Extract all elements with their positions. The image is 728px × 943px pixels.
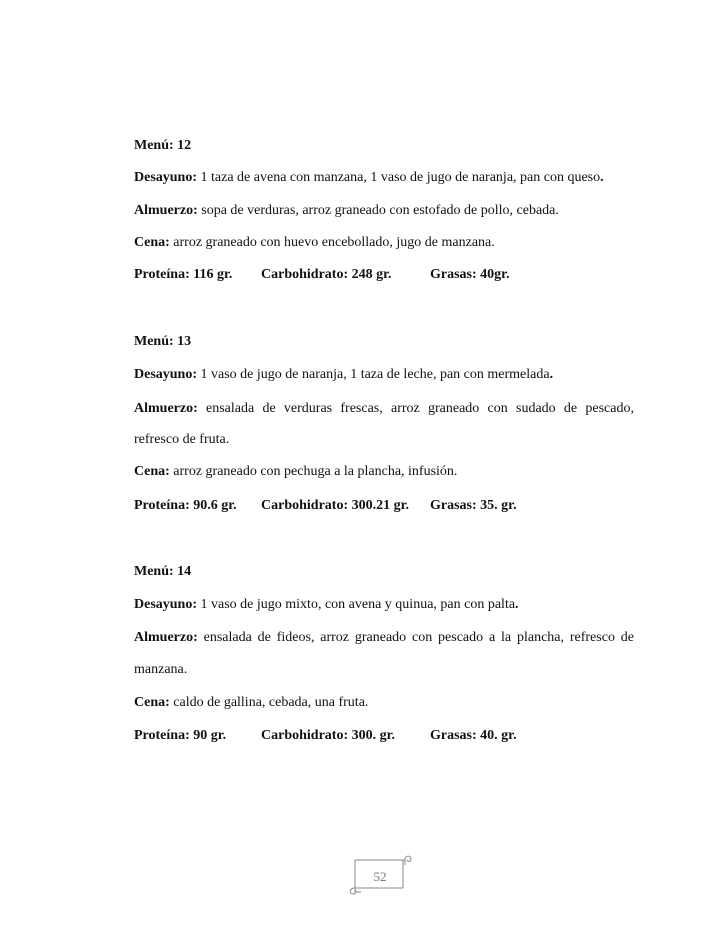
cena-label: Cena: bbox=[134, 464, 170, 479]
period: . bbox=[549, 367, 554, 382]
desayuno-text: 1 vaso de jugo de naranja, 1 taza de leche, pan con mermelada bbox=[197, 367, 550, 382]
grasas-value: Grasas: 40. gr. bbox=[430, 728, 517, 743]
menu-14-title: Menú: 14 bbox=[134, 564, 192, 579]
menu-12-desayuno bbox=[134, 169, 634, 187]
menu-14-almuerzo bbox=[134, 629, 634, 647]
menu-14-cena bbox=[134, 694, 634, 712]
cena-label: Cena: bbox=[134, 235, 170, 250]
carbohidrato-value: Carbohidrato: 300. gr. bbox=[261, 728, 396, 743]
desayuno-text: 1 taza de avena con manzana, 1 vaso de jugo de naranja, pan con queso bbox=[197, 170, 601, 185]
proteina-value: Proteína: 116 gr. bbox=[134, 267, 233, 282]
page-number-scroll bbox=[345, 852, 415, 896]
proteina-value: Proteína: 90 gr. bbox=[134, 728, 227, 743]
cena-text: arroz graneado con pechuga a la plancha, infusión. bbox=[169, 464, 458, 479]
grasas-value: Grasas: 40gr. bbox=[430, 267, 510, 282]
desayuno-label: Desayuno: bbox=[134, 597, 198, 612]
cena-label: Cena: bbox=[134, 695, 170, 710]
menu-13-almuerzo-cont: refresco de fruta. bbox=[134, 432, 230, 447]
menu-12-title: Menú: 12 bbox=[134, 138, 192, 153]
period: . bbox=[515, 597, 519, 612]
almuerzo-label: Almuerzo: bbox=[134, 401, 198, 416]
proteina-value: Proteína: 90.6 gr. bbox=[134, 498, 237, 513]
period: . bbox=[600, 170, 604, 185]
page-number: 52 bbox=[373, 869, 387, 884]
menu-13-cena bbox=[134, 463, 634, 481]
menu-14-almuerzo-cont: manzana. bbox=[134, 662, 188, 677]
menu-13-title: Menú: 13 bbox=[134, 334, 192, 349]
cena-text: caldo de gallina, cebada, una fruta. bbox=[169, 695, 369, 710]
cena-text: arroz graneado con huevo encebollado, jugo de manzana. bbox=[169, 235, 495, 250]
menu-13-desayuno bbox=[134, 366, 634, 384]
desayuno-label: Desayuno: bbox=[134, 367, 198, 382]
almuerzo-label: Almuerzo: bbox=[134, 630, 198, 645]
menu-12-almuerzo bbox=[134, 202, 634, 220]
carbohidrato-value: Carbohidrato: 248 gr. bbox=[261, 267, 392, 282]
desayuno-label: Desayuno: bbox=[134, 170, 198, 185]
desayuno-text: 1 vaso de jugo mixto, con avena y quinua, pan con palta bbox=[197, 597, 516, 612]
menu-13-almuerzo bbox=[134, 400, 634, 418]
menu-14-desayuno bbox=[134, 596, 634, 614]
almuerzo-label: Almuerzo: bbox=[134, 203, 198, 218]
grasas-value: Grasas: 35. gr. bbox=[430, 498, 517, 513]
almuerzo-text: ensalada de verduras frescas, arroz graneado con sudado de pescado, bbox=[197, 401, 634, 416]
almuerzo-text: sopa de verduras, arroz graneado con estofado de pollo, cebada. bbox=[197, 203, 559, 218]
almuerzo-text: ensalada de fideos, arroz graneado con pescado a la plancha, refresco de bbox=[197, 630, 634, 645]
menu-12-cena bbox=[134, 234, 634, 252]
carbohidrato-value: Carbohidrato: 300.21 gr. bbox=[261, 498, 410, 513]
